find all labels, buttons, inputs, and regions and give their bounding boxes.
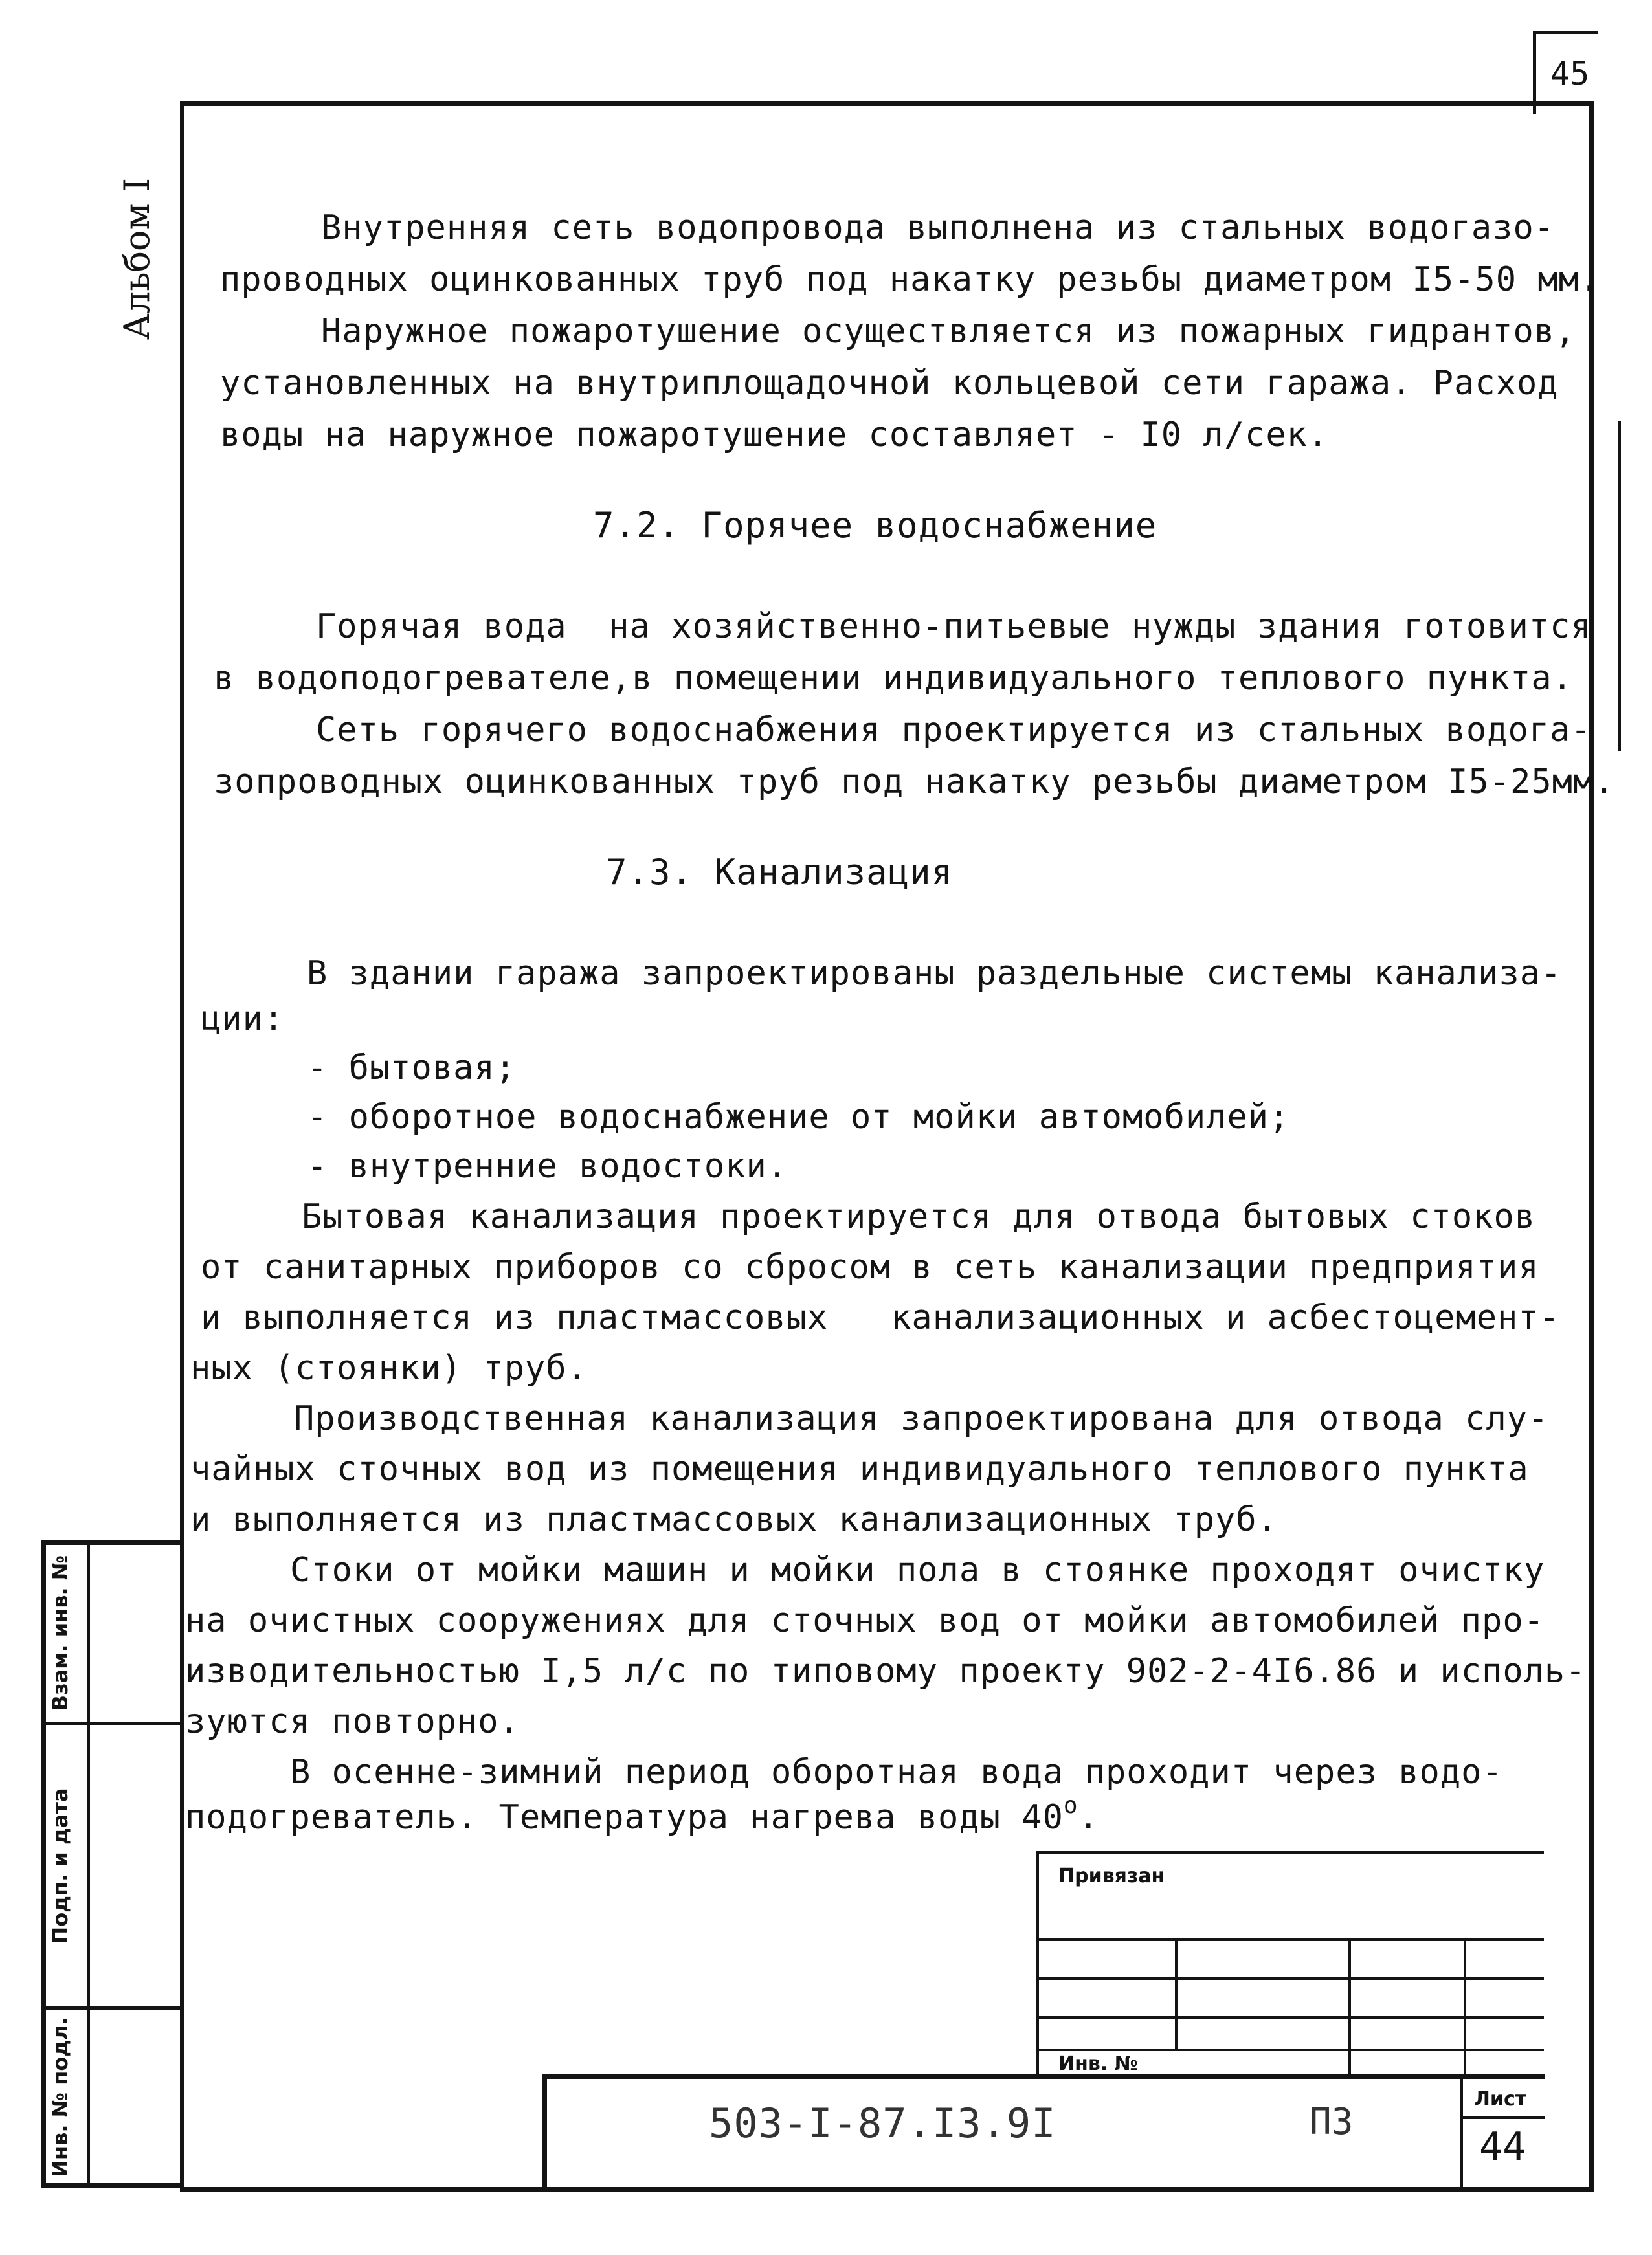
side-stamp-vzam-inv: Взам. инв. №	[48, 1555, 73, 1711]
degree-superscript: о	[1063, 1792, 1078, 1819]
text-line: изводительностью I,5 л/с по типовому проекту 902-2-4I6.86 и исполь-	[185, 1652, 1587, 1691]
right-margin-mark	[1618, 421, 1621, 751]
sheet-number: 44	[1479, 2124, 1526, 2170]
text-line: проводных оцинкованных труб под накатку резьбы диаметром I5-50 мм.	[220, 260, 1601, 299]
text-line: ных (стоянки) труб.	[190, 1349, 588, 1388]
text-line: и выполняется из пластмассовых канализационных труб.	[190, 1500, 1278, 1539]
text-line: В здании гаража запроектированы раздельные системы канализа-	[307, 954, 1562, 993]
list-item: - оборотное водоснабжение от мойки автомобилей;	[307, 1098, 1290, 1137]
text-line: воды на наружное пожаротушение составляет - I0 л/сек.	[220, 416, 1329, 454]
text-line-last	[185, 1792, 1099, 1843]
text-line: ции:	[201, 999, 285, 1038]
text-line: в водоподогревателе,в помещении индивидуального теплового пункта.	[214, 659, 1573, 698]
page-number-box-top	[1533, 31, 1598, 34]
page-number: 45	[1550, 55, 1590, 93]
text-line: Внутренняя сеть водопровода выполнена из стальных водогазо-	[321, 208, 1556, 247]
text-line-end: .	[1078, 1798, 1099, 1837]
binding-stamp	[1036, 1851, 1544, 2078]
side-stamp	[41, 1540, 180, 2188]
section-heading-7-3: 7.3. Канализация	[606, 852, 954, 893]
text-line: Бытовая канализация проектируется для отвода бытовых стоков	[302, 1197, 1536, 1236]
text-line: установленных на внутриплощадочной кольцевой сети гаража. Расход	[220, 364, 1559, 403]
text-line: Производственная канализация запроектирована для отвода слу-	[294, 1399, 1549, 1438]
document-code: 503-I-87.I3.9I	[709, 2100, 1056, 2147]
binding-stamp-inv-no: Инв. №	[1058, 2052, 1138, 2075]
list-item: - бытовая;	[307, 1049, 517, 1087]
list-item: - внутренние водостоки.	[307, 1147, 788, 1186]
text-line: Горячая вода на хозяйственно-питьевые нужды здания готовится	[316, 607, 1592, 646]
text-line: В осенне-зимний период оборотная вода проходит через водо-	[290, 1753, 1503, 1792]
binding-stamp-label: Привязан	[1058, 1865, 1165, 1887]
text-line: Наружное пожаротушение осуществляется из пожарных гидрантов,	[321, 312, 1576, 351]
text-line: Стоки от мойки машин и мойки пола в стоянке проходят очистку	[290, 1551, 1545, 1590]
text-line: и выполняется из пластмассовых канализационных и асбестоцемент-	[201, 1298, 1560, 1337]
side-stamp-podp-data: Подп. и дата	[48, 1788, 73, 1944]
text-line: от санитарных приборов со сбросом в сеть канализации предприятия	[201, 1248, 1539, 1287]
side-stamp-inv-podl: Инв. № подл.	[48, 2017, 73, 2177]
section-code: ПЗ	[1310, 2101, 1354, 2143]
text-line: зопроводных оцинкованных труб под накатку резьбы диаметром I5-25мм.	[214, 762, 1615, 801]
title-block	[542, 2074, 1545, 2187]
album-label: Альбом I	[117, 177, 157, 340]
sheet-label: Лист	[1474, 2088, 1527, 2111]
text-line: подогреватель. Температура нагрева воды 40	[185, 1798, 1064, 1837]
text-line: на очистных сооружениях для сточных вод от мойки автомобилей про-	[185, 1601, 1545, 1640]
text-line: Сеть горячего водоснабжения проектируется из стальных водога-	[316, 711, 1592, 750]
text-line: зуются повторно.	[185, 1702, 520, 1741]
text-line: чайных сточных вод из помещения индивидуального теплового пункта	[190, 1450, 1529, 1489]
section-heading-7-2: 7.2. Горячее водоснабжение	[593, 505, 1157, 546]
